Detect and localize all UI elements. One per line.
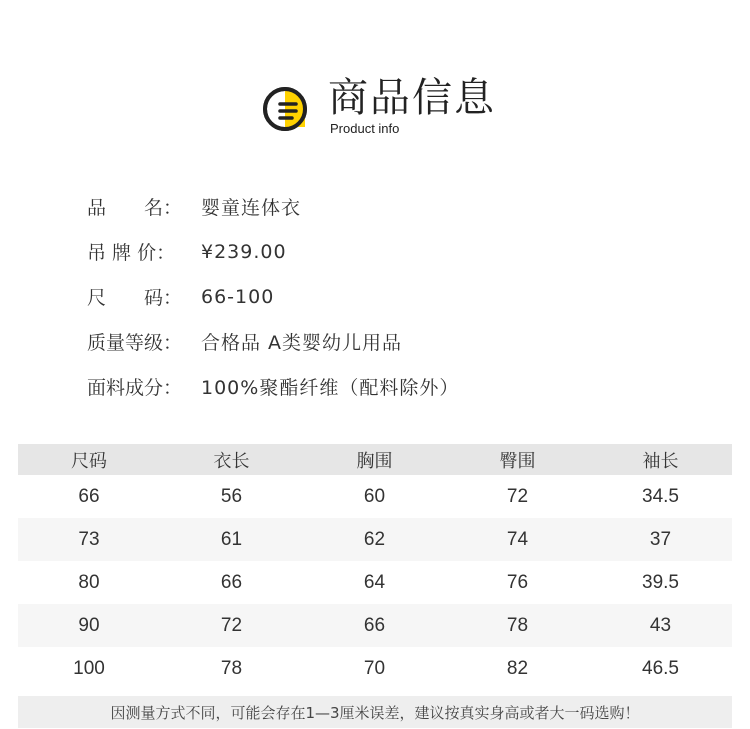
table-cell: 66 [220, 571, 243, 593]
table-cell: 37 [649, 528, 672, 550]
info-value: 婴童连体衣 [201, 197, 302, 219]
table-cell: 46.5 [642, 657, 679, 679]
info-label: 吊 牌 价： [87, 242, 176, 264]
table-header-cell: 臀围 [499, 450, 536, 472]
table-cell: 73 [78, 528, 100, 550]
table-cell: 82 [506, 657, 529, 679]
table-cell: 80 [78, 571, 100, 593]
table-row [18, 475, 732, 518]
info-value: 100%聚酯纤维（配料除外） [201, 377, 460, 399]
table-header-cell: 衣长 [213, 450, 250, 472]
info-row-price [87, 229, 459, 274]
section-header [262, 74, 502, 138]
table-row [18, 518, 732, 561]
info-label: 质量等级： [87, 332, 183, 354]
table-cell: 72 [506, 485, 529, 507]
info-row-fabric [87, 364, 459, 409]
table-header-row [18, 444, 732, 475]
info-row-grade [87, 319, 459, 364]
info-value: 66-100 [201, 285, 275, 308]
table-header-cell: 袖长 [642, 450, 679, 472]
table-cell: 78 [220, 657, 243, 679]
table-cell: 90 [78, 614, 100, 636]
table-cell: 34.5 [642, 485, 679, 507]
table-row [18, 604, 732, 647]
table-cell: 74 [506, 528, 529, 550]
table-cell: 43 [649, 614, 672, 636]
table-row [18, 561, 732, 604]
table-cell: 39.5 [642, 571, 679, 593]
info-label: 尺 码： [87, 287, 183, 309]
table-cell: 64 [363, 571, 386, 593]
table-cell: 76 [506, 571, 529, 593]
section-subtitle: Product info [330, 121, 400, 136]
table-cell: 100 [73, 657, 105, 679]
table-cell: 61 [220, 528, 243, 550]
info-label: 面料成分： [87, 377, 183, 399]
measurement-note: 因测量方式不同，可能会存在1—3厘米误差，建议按真实身高或者大一码选购！ [18, 696, 732, 728]
info-row-size [87, 274, 459, 319]
table-cell: 56 [220, 485, 243, 507]
info-value: 合格品 A类婴幼儿用品 [201, 332, 403, 354]
product-info-list [87, 184, 459, 409]
document-lines-icon [262, 84, 312, 134]
info-value: ¥239.00 [201, 240, 287, 263]
table-cell: 70 [363, 657, 386, 679]
table-cell: 60 [363, 485, 386, 507]
table-header-cell: 尺码 [71, 450, 107, 472]
table-cell: 72 [220, 614, 243, 636]
info-row-name [87, 184, 459, 229]
table-cell: 66 [363, 614, 386, 636]
table-cell: 78 [506, 614, 529, 636]
table-row [18, 647, 732, 690]
size-table [18, 444, 732, 690]
table-cell: 66 [78, 485, 100, 507]
table-header-cell: 胸围 [356, 450, 393, 472]
table-cell: 62 [363, 528, 386, 550]
section-title: 商品信息 [328, 75, 496, 121]
info-label: 品 名： [87, 197, 183, 219]
